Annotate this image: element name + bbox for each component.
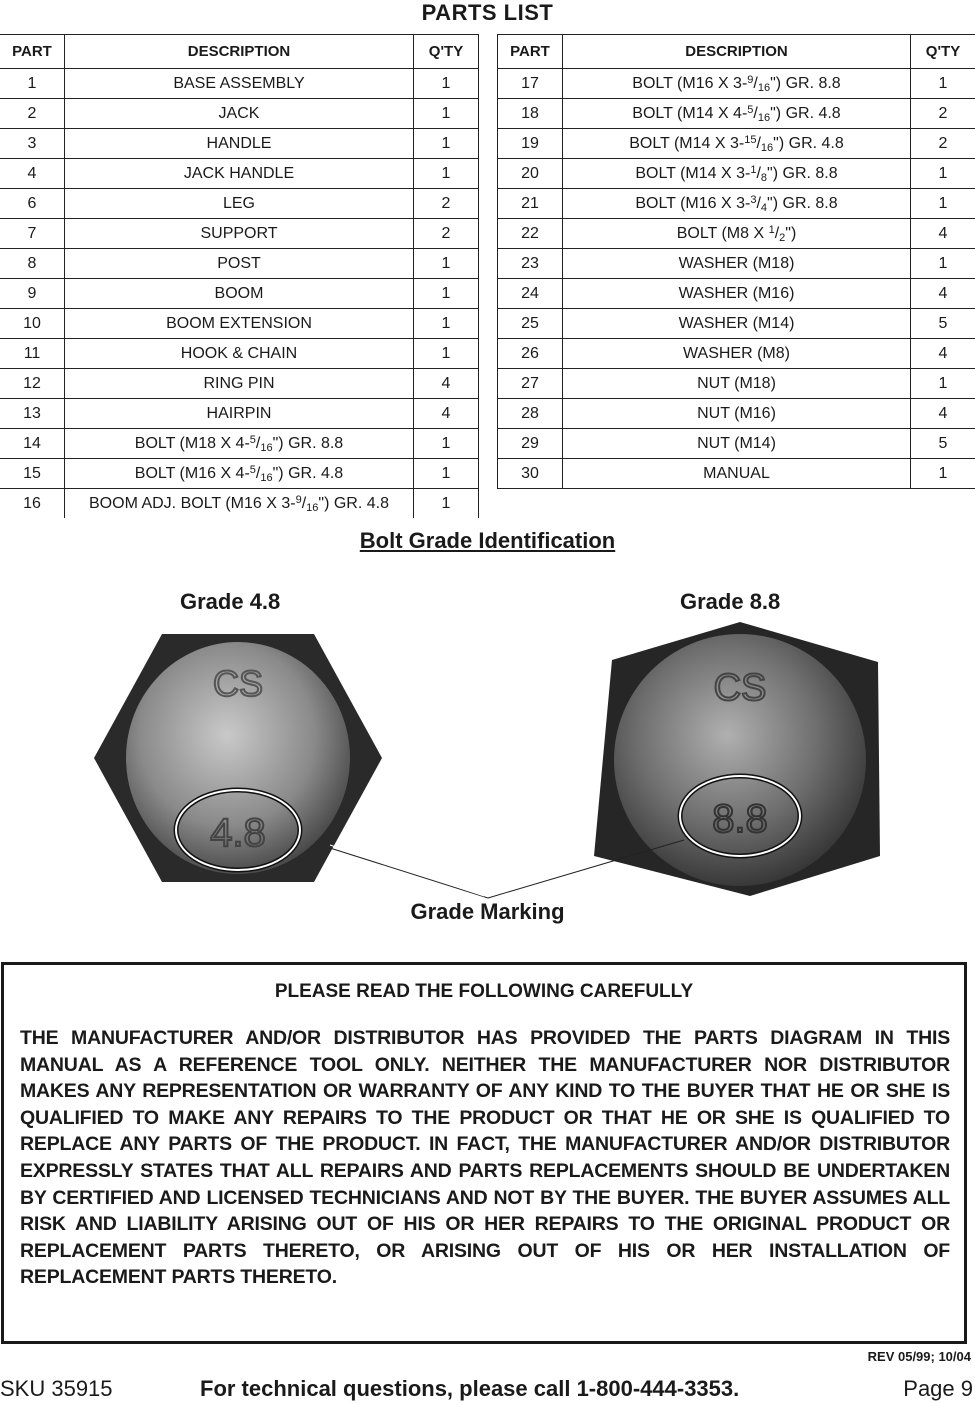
part-number-cell: 6 (0, 189, 65, 219)
table-row (498, 159, 975, 189)
table-row (0, 99, 479, 129)
part-number-cell: 2 (0, 99, 65, 129)
description-cell: BOOM (65, 279, 414, 309)
quantity-cell: 1 (414, 279, 479, 309)
table-row (498, 399, 975, 429)
part-number-cell: 27 (498, 369, 563, 399)
quantity-cell: 1 (441, 494, 451, 512)
description-cell: NUT (M18) (563, 369, 911, 399)
part-number-cell: 22 (498, 219, 563, 249)
description-prefix: BOLT (M14 X 3- (629, 134, 745, 152)
table-row (498, 99, 975, 129)
description-cell: BASE ASSEMBLY (65, 69, 414, 99)
part-number-cell: 9 (0, 279, 65, 309)
quantity-cell: 2 (414, 189, 479, 219)
quantity-cell: 2 (911, 129, 975, 159)
fraction-denominator: 16 (260, 471, 273, 484)
description-prefix: BOOM ADJ. BOLT (M16 X 3- (89, 494, 296, 512)
description-suffix: ") GR. 4.8 (272, 464, 344, 482)
description-cell: WASHER (M16) (563, 279, 911, 309)
quantity-cell: 1 (414, 309, 479, 339)
fraction-numerator: 5 (747, 103, 754, 116)
quantity-cell: 1 (414, 429, 479, 459)
fraction-numerator: 5 (249, 433, 256, 446)
description-cell: LEG (65, 189, 414, 219)
table-row (0, 399, 479, 429)
description-suffix: ") GR. 8.8 (767, 194, 838, 212)
part-number-cell: 24 (498, 279, 563, 309)
description-cell: BOOM EXTENSION (65, 309, 414, 339)
description-cell: WASHER (M8) (563, 339, 911, 369)
table-row (498, 129, 975, 159)
description-cell: BOLT (M16 X $4-^5/_{16}$") GR. 4.8 (65, 459, 414, 489)
fraction-denominator: 8 (760, 171, 768, 184)
parts-table-left (0, 34, 479, 518)
quantity-cell: 4 (414, 369, 479, 399)
description-cell: BOLT (M14 X $3-^1/_8$") GR. 8.8 (563, 159, 911, 189)
description-cell: WASHER (M18) (563, 249, 911, 279)
fraction-numerator: 3 (750, 193, 757, 206)
quantity-cell: 4 (911, 279, 975, 309)
table-row (0, 459, 479, 489)
grade-marking-8-8: 8.8 (712, 797, 768, 841)
description-prefix: BOLT (M16 X 3- (635, 194, 751, 212)
part-number-cell: 4 (0, 159, 65, 189)
col-header-qty: Q'TY (911, 35, 975, 69)
part-number-cell: 16 (0, 489, 65, 519)
table-row (0, 159, 479, 189)
fraction-denominator: 16 (760, 141, 774, 154)
table-row (498, 459, 975, 489)
part-number-cell: 7 (0, 219, 65, 249)
quantity-cell: 1 (414, 249, 479, 279)
table-row (498, 249, 975, 279)
description-suffix: ") GR. 4.8 (773, 134, 844, 152)
col-header-description: DESCRIPTION (65, 35, 414, 69)
quantity-cell: 1 (414, 99, 479, 129)
part-number-cell: 23 (498, 249, 563, 279)
part-number-cell: 3 (0, 129, 65, 159)
fraction-denominator: 16 (260, 441, 273, 454)
description-cell: BOLT (M14 X $4-^5/_{16}$") GR. 4.8 (563, 99, 911, 129)
fraction-denominator: 16 (757, 81, 771, 94)
table-row (498, 339, 975, 369)
table-row (0, 279, 479, 309)
grade-marking-4-8: 4.8 (210, 811, 266, 855)
part-number-cell: 11 (0, 339, 65, 369)
description-cell: HOOK & CHAIN (65, 339, 414, 369)
description-cell: HANDLE (65, 129, 414, 159)
revision-date: REV 05/99; 10/04 (867, 1349, 971, 1364)
head-stamp-cs: CS (713, 667, 767, 709)
part-number-cell: 10 (0, 309, 65, 339)
quantity-cell: 1 (414, 459, 479, 489)
part-number-cell: 29 (498, 429, 563, 459)
description-cell: POST (65, 249, 414, 279)
fraction-numerator: 1 (768, 223, 775, 236)
quantity-cell: 4 (414, 399, 479, 429)
table-row (0, 369, 479, 399)
fraction-denominator: 4 (760, 201, 768, 214)
description-suffix: ") GR. 8.8 (770, 74, 841, 92)
description-suffix: ") (785, 224, 797, 242)
fraction-denominator: 16 (306, 501, 319, 514)
head-stamp-cs: CS (212, 663, 264, 704)
quantity-cell: 4 (911, 219, 975, 249)
footer-sku: SKU 35915 (0, 1376, 113, 1401)
description-prefix: BOLT (M16 X 4- (134, 464, 250, 482)
part-number-cell: 19 (498, 129, 563, 159)
part-number-cell: 30 (498, 459, 563, 489)
table-row (0, 189, 479, 219)
table-row (498, 309, 975, 339)
fraction-denominator: 16 (757, 111, 771, 124)
description-suffix: ") GR. 8.8 (767, 164, 838, 182)
description-cell: BOLT (M14 X $3-^{15}/_{16}$") GR. 4.8 (563, 129, 911, 159)
part-number-cell: 20 (498, 159, 563, 189)
description-cell: NUT (M14) (563, 429, 911, 459)
grade-4-8-label: Grade 4.8 (180, 589, 281, 614)
col-header-part: PART (0, 35, 65, 69)
description-prefix: BOLT (M14 X 3- (635, 164, 751, 182)
description-cell: NUT (M16) (563, 399, 911, 429)
part-number-cell: 17 (498, 69, 563, 99)
table-row (498, 279, 975, 309)
bolt-grade-title: Bolt Grade Identification (359, 528, 616, 553)
table-row (498, 429, 975, 459)
parts-table-right (497, 34, 975, 489)
disclaimer-box (1, 962, 967, 1344)
page-title: PARTS LIST (421, 0, 554, 25)
grade-marking-label: Grade Marking (410, 899, 565, 924)
footer-page-number: Page 9 (903, 1376, 973, 1401)
quantity-cell: 1 (414, 69, 479, 99)
quantity-cell: 1 (911, 249, 975, 279)
table-row (498, 189, 975, 219)
part-number-cell: 18 (498, 99, 563, 129)
description-prefix: BOLT (M18 X 4- (134, 434, 250, 452)
grade-8-8-label: Grade 8.8 (680, 589, 781, 614)
part-number-cell: 1 (0, 69, 65, 99)
part-number-cell: 26 (498, 339, 563, 369)
bolt-head-grade-8-8-image (590, 620, 882, 898)
table-row (0, 309, 479, 339)
quantity-cell: 5 (911, 429, 975, 459)
fraction-numerator: 9 (295, 493, 302, 506)
table-row (0, 339, 479, 369)
fraction-numerator: 9 (747, 73, 754, 86)
table-row (0, 429, 479, 459)
description-cell: BOLT (M18 X $4-^5/_{16}$") GR. 8.8 (65, 429, 414, 459)
description-prefix: BOLT (M14 X 4- (632, 104, 748, 122)
fraction-denominator: 2 (779, 231, 786, 244)
table-row (0, 219, 479, 249)
disclaimer-heading: PLEASE READ THE FOLLOWING CAREFULLY (274, 981, 694, 1002)
description-cell: BOLT (M16 X $3-^3/_4$") GR. 8.8 (563, 189, 911, 219)
table-row (0, 129, 479, 159)
table-row (0, 249, 479, 279)
description-suffix: ") GR. 4.8 (318, 494, 389, 512)
quantity-cell: 2 (911, 99, 975, 129)
quantity-cell: 1 (911, 369, 975, 399)
part-number-cell: 15 (0, 459, 65, 489)
quantity-cell: 1 (414, 159, 479, 189)
bolt-head-grade-4-8-image (92, 632, 384, 884)
quantity-cell: 1 (911, 69, 975, 99)
fraction-numerator: 15 (744, 133, 757, 146)
part-number-cell: 21 (498, 189, 563, 219)
part-number-cell: 25 (498, 309, 563, 339)
quantity-cell: 1 (911, 159, 975, 189)
table-row (498, 69, 975, 99)
quantity-cell: 1 (414, 339, 479, 369)
description-cell: RING PIN (65, 369, 414, 399)
description-cell: BOLT (M16 X $3-^9/_{16}$") GR. 8.8 (563, 69, 911, 99)
quantity-cell: 2 (414, 219, 479, 249)
quantity-cell: 4 (911, 339, 975, 369)
col-header-description: DESCRIPTION (563, 35, 911, 69)
description-cell: JACK (65, 99, 414, 129)
description-cell: BOOM ADJ. BOLT (M16 X $3-^9/_{16}$") GR. 4.8 (65, 489, 414, 519)
fraction-numerator: 5 (249, 463, 256, 476)
part-number-cell: 8 (0, 249, 65, 279)
part-number-cell: 14 (0, 429, 65, 459)
description-suffix: ") GR. 4.8 (770, 104, 841, 122)
description-cell: HAIRPIN (65, 399, 414, 429)
table-row (0, 69, 479, 99)
description-cell: MANUAL (563, 459, 911, 489)
footer-tech-support: For technical questions, please call 1-800-444-3353. (200, 1376, 740, 1401)
description-prefix: BOLT (M8 X (676, 224, 769, 242)
part-number-cell: 12 (0, 369, 65, 399)
description-prefix: BOLT (M16 X 3- (632, 74, 748, 92)
description-cell: WASHER (M14) (563, 309, 911, 339)
part-number-cell: 28 (498, 399, 563, 429)
table-row (0, 489, 479, 519)
col-header-qty: Q'TY (414, 35, 479, 69)
quantity-cell: 4 (911, 399, 975, 429)
quantity-cell: 1 (911, 189, 975, 219)
fraction-numerator: 1 (750, 163, 757, 176)
part-number-cell: 13 (0, 399, 65, 429)
table-row (498, 369, 975, 399)
description-cell: SUPPORT (65, 219, 414, 249)
table-row (498, 219, 975, 249)
description-cell: BOLT (M8 X $^1/_2$") (563, 219, 911, 249)
description-cell: JACK HANDLE (65, 159, 414, 189)
disclaimer-body: THE MANUFACTURER AND/OR DISTRIBUTOR HAS PROVIDED THE PARTS DIAGRAM IN THIS MANUAL AS A REFERENCE TOOL ONLY. NEITHER THE MANUFACTURER NOR DISTRIBUTOR MAKES ANY REPRESENTATION OR WARRANTY OF ANY KIND TO THE BUYER THAT HE OR SHE IS QUALIFIED TO MAKE ANY REPAIRS TO THE PRODUCT OR THAT HE OR SHE IS QUALIFIED TO REPLACE ANY PARTS OF THE PRODUCT. IN FACT, THE MANUFACTURER AND/OR DISTRIBUTOR EXPRESSLY STATES THAT ALL REPAIRS AND PARTS REPLACEMENTS SHOULD BE UNDERTAKEN BY CERTIFIED AND LICENSED TECHNICIANS AND NOT BY THE BUYER. THE BUYER ASSUMES ALL RISK AND LIABILITY ARISING OUT OF HIS OR HER REPAIRS TO THE ORIGINAL PRODUCT OR REPLACEMENT PARTS THERETO, OR ARISING OUT OF HIS OR HER INSTALLATION OF REPLACEMENT PARTS THERETO. (20, 1027, 950, 1289)
description-suffix: ") GR. 8.8 (272, 434, 344, 452)
quantity-cell: 1 (911, 459, 975, 489)
quantity-cell: 5 (911, 309, 975, 339)
col-header-part: PART (498, 35, 563, 69)
quantity-cell: 1 (414, 129, 479, 159)
